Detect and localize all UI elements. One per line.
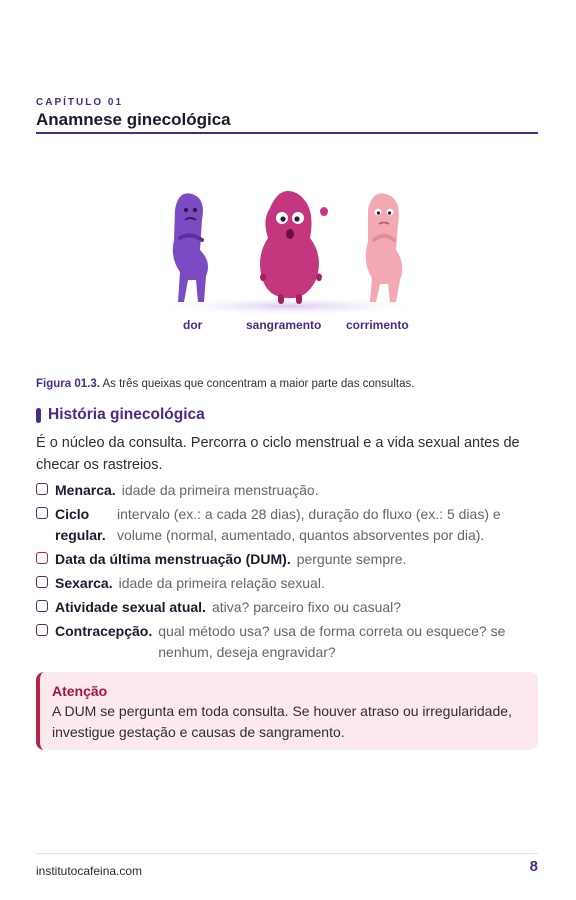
chapter-title: Anamnese ginecológica bbox=[36, 110, 231, 129]
footer-divider bbox=[36, 853, 538, 854]
checklist-term: Sexarca. bbox=[55, 575, 113, 591]
attention-callout bbox=[36, 672, 538, 750]
section-title: História ginecológica bbox=[48, 406, 205, 423]
figure-caption-text: As três queixas que concentram a maior parte das consultas. bbox=[102, 378, 415, 390]
checkbox-icon[interactable] bbox=[36, 552, 48, 564]
checklist-term: Atividade sexual atual. bbox=[55, 599, 206, 615]
checklist-term: Contracepção. bbox=[55, 623, 153, 639]
checklist-item-contracepcao bbox=[36, 621, 542, 663]
figure-caption-label: Figura 01.3. bbox=[36, 378, 100, 390]
checklist-term: Ciclo regular. bbox=[55, 506, 106, 543]
checklist-term: Menarca. bbox=[55, 482, 116, 498]
history-checklist bbox=[36, 480, 542, 666]
checkbox-icon[interactable] bbox=[36, 600, 48, 612]
figure-label-discharge: corrimento bbox=[346, 318, 409, 332]
bleeding-character-icon bbox=[260, 191, 328, 304]
section-intro: É o núcleo da consulta. Percorra o ciclo menstrual e a vida sexual antes de checar os rastreios. bbox=[36, 435, 520, 473]
section-marker bbox=[36, 408, 41, 423]
discharge-character-icon bbox=[366, 193, 403, 302]
checklist-item-menarca bbox=[36, 480, 542, 501]
complaints-illustration bbox=[140, 180, 440, 340]
checklist-item-atividade bbox=[36, 597, 542, 618]
checklist-desc: idade da primeira menstruação. bbox=[121, 482, 319, 498]
footer-site: institutocafeina.com bbox=[36, 864, 143, 878]
figure-caption bbox=[36, 378, 414, 390]
checklist-item-dum bbox=[36, 549, 542, 570]
checkbox-icon[interactable] bbox=[36, 507, 48, 519]
page-number: 8 bbox=[529, 858, 538, 875]
checklist-term: Data da última menstruação (DUM). bbox=[55, 551, 291, 567]
title-divider bbox=[36, 132, 538, 134]
checklist-desc: intervalo (ex.: a cada 28 dias), duração do fluxo (ex.: 5 dias) e volume (normal, aumentado, quantos absorventes por dia). bbox=[117, 506, 501, 543]
checkbox-icon[interactable] bbox=[36, 624, 48, 636]
callout-text: A DUM se pergunta em toda consulta. Se houver atraso ou irregularidade, investigue gestação e causas de sangramento. bbox=[52, 703, 512, 740]
figure-label-bleeding: sangramento bbox=[246, 318, 322, 332]
figure-label-pain: dor bbox=[183, 318, 203, 332]
checkbox-icon[interactable] bbox=[36, 576, 48, 588]
callout-title: Atenção bbox=[52, 683, 108, 699]
checklist-desc: pergunte sempre. bbox=[296, 551, 407, 567]
checkbox-icon[interactable] bbox=[36, 483, 48, 495]
checklist-desc: ativa? parceiro fixo ou casual? bbox=[211, 599, 402, 615]
section-heading bbox=[36, 406, 205, 424]
checklist-item-ciclo bbox=[36, 504, 542, 546]
chapter-kicker: CAPÍTULO 01 bbox=[36, 97, 124, 108]
pain-character-icon bbox=[173, 193, 208, 302]
checklist-desc: qual método usa? usa de forma correta ou esquece? se nenhum, deseja engravidar? bbox=[158, 623, 506, 660]
checklist-desc: idade da primeira relação sexual. bbox=[118, 575, 325, 591]
checklist-item-sexarca bbox=[36, 573, 542, 594]
